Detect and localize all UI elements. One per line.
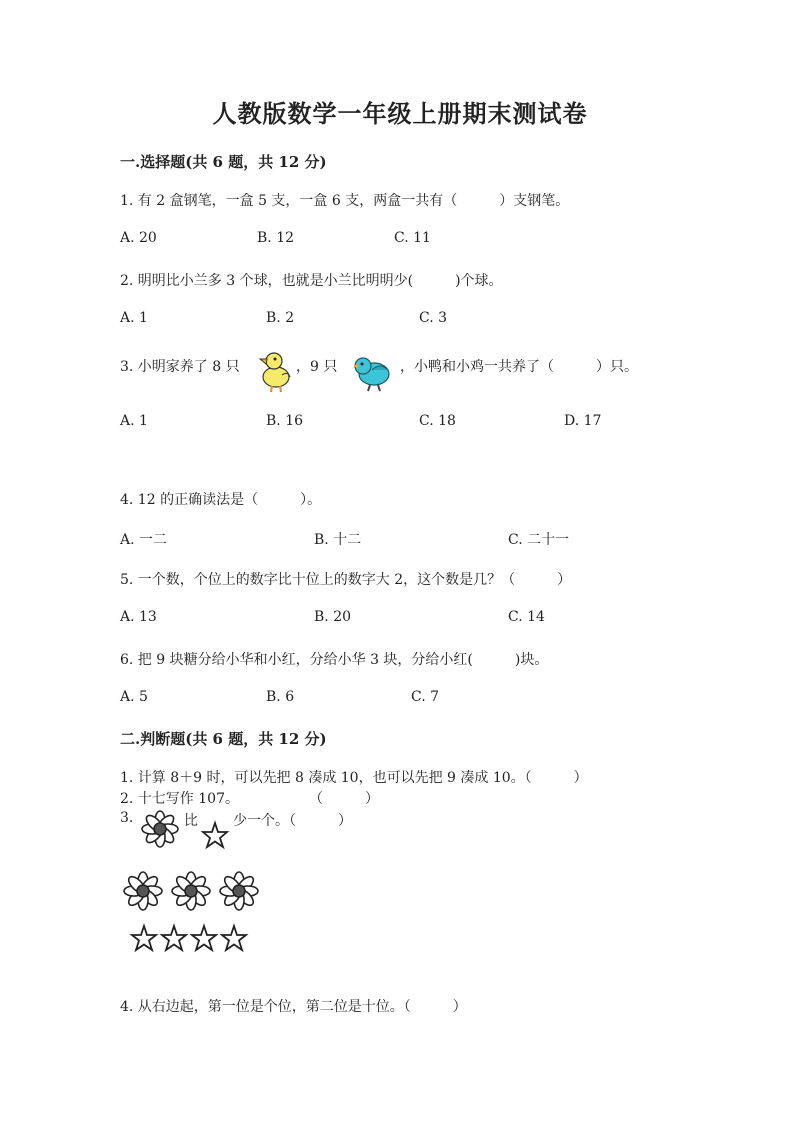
question-text: 4. 12 的正确读法是（ ）。 <box>120 492 322 508</box>
star-icon <box>202 822 228 848</box>
star-icon <box>192 926 216 950</box>
question-text: ，9 只 <box>296 359 338 375</box>
duck-icon <box>254 347 294 393</box>
flower-icon <box>124 872 162 910</box>
star-row <box>130 924 254 952</box>
option-c[interactable]: C. 18 <box>419 413 456 429</box>
question-text: 2. 十七写作 107。 （ ） <box>120 791 379 807</box>
option-b[interactable]: B. 2 <box>266 310 295 326</box>
star-icon <box>162 926 186 950</box>
option-a[interactable]: A. 20 <box>120 230 157 246</box>
option-a[interactable]: A. 1 <box>120 310 148 326</box>
question-text: 少一个。（ ） <box>233 813 352 829</box>
star-icon <box>132 926 156 950</box>
page-title: 人教版数学一年级上册期末测试卷 <box>212 99 588 128</box>
question-text: 比 <box>184 813 198 829</box>
option-b[interactable]: B. 12 <box>257 230 295 246</box>
question-text: ，小鸭和小鸡一共养了（ ）只。 <box>400 359 638 375</box>
option-c[interactable]: C. 二十一 <box>508 532 570 548</box>
option-c[interactable]: C. 14 <box>508 609 545 625</box>
option-c[interactable]: C. 11 <box>394 230 431 246</box>
question-number: 3. <box>120 810 134 826</box>
option-a[interactable]: A. 5 <box>120 689 148 705</box>
question-text: 1. 计算 8＋9 时，可以先把 8 凑成 10，也可以先把 9 凑成 10。（ ） <box>120 770 588 786</box>
flower-icon <box>140 810 180 848</box>
star-icon <box>222 926 246 950</box>
question-text: 5. 一个数，个位上的数字比十位上的数字大 2，这个数是几？（ ） <box>120 572 572 588</box>
question-text: 4. 从右边起，第一位是个位，第二位是十位。（ ） <box>120 999 467 1015</box>
option-b[interactable]: B. 6 <box>266 689 295 705</box>
option-a[interactable]: A. 13 <box>120 609 157 625</box>
option-b[interactable]: B. 16 <box>266 413 304 429</box>
question-text: 3. 小明家养了 8 只 <box>120 359 240 375</box>
option-b[interactable]: B. 20 <box>314 609 352 625</box>
flower-row <box>122 870 264 912</box>
section-heading-judgement: 二.判断题(共 6 题，共 12 分) <box>120 730 327 748</box>
flower-icon <box>172 872 210 910</box>
question-text: 1. 有 2 盒钢笔，一盒 5 支，一盒 6 支，两盒一共有（ ）支钢笔。 <box>120 193 570 209</box>
section-heading-choice: 一.选择题(共 6 题，共 12 分) <box>120 153 327 171</box>
option-a[interactable]: A. 1 <box>120 413 148 429</box>
question-text: 6. 把 9 块糖分给小华和小红，分给小华 3 块，分给小红( )块。 <box>120 652 549 668</box>
option-d[interactable]: D. 17 <box>564 413 602 429</box>
question-text: 2. 明明比小兰多 3 个球，也就是小兰比明明少( )个球。 <box>120 273 503 289</box>
flower-icon <box>220 872 258 910</box>
option-b[interactable]: B. 十二 <box>314 532 362 548</box>
option-c[interactable]: C. 3 <box>419 310 448 326</box>
chick-icon <box>350 352 396 392</box>
option-a[interactable]: A. 一二 <box>120 532 168 548</box>
option-c[interactable]: C. 7 <box>411 689 440 705</box>
